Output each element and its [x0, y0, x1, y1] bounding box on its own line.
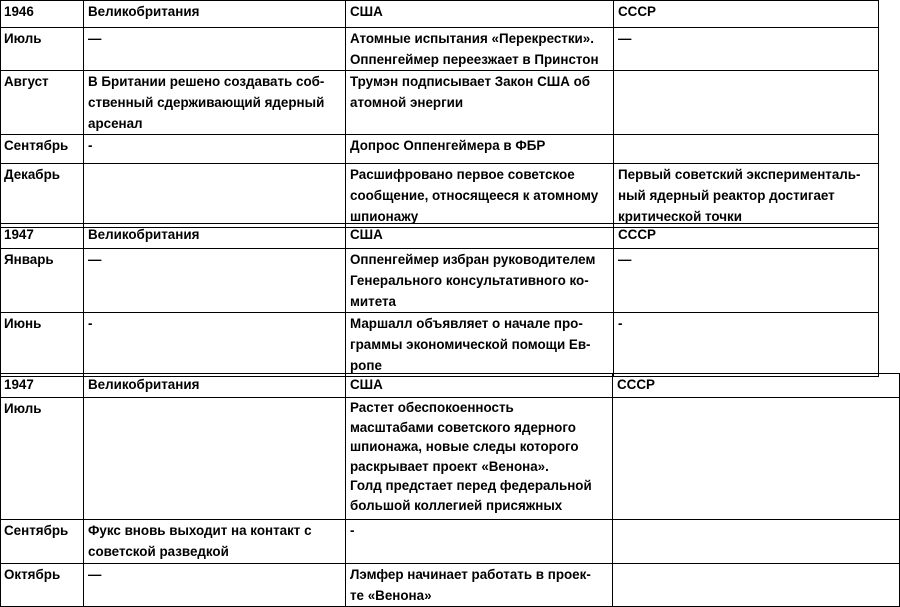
text-line: Оппенгеймер переезжает в Принстон [350, 52, 599, 67]
uk-cell [84, 28, 346, 71]
uk-cell [84, 135, 346, 164]
text-line: Лэмфер начинает работать в проек- [350, 567, 591, 582]
table-row [1, 520, 900, 564]
ussr-cell [614, 71, 879, 135]
ussr-cell [614, 164, 879, 228]
usa-cell [346, 71, 614, 135]
text-line: Атомные испытания «Перекрестки». [350, 31, 594, 46]
uk-cell [84, 71, 346, 135]
table-row [1, 398, 900, 520]
text-line: Голд предстает перед федеральной [350, 478, 592, 493]
column-header-usa: США [346, 1, 614, 28]
text-line: — [88, 567, 102, 582]
usa-cell [346, 520, 613, 564]
ussr-cell [613, 520, 900, 564]
text-line: советской разведкой [88, 544, 229, 559]
month-cell: Декабрь [1, 164, 84, 228]
month-cell: Июль [1, 398, 84, 520]
table-row [1, 28, 879, 71]
column-header-ussr: СССР [613, 374, 900, 398]
table-row [1, 249, 879, 313]
text-line: масштабами советского ядерного [350, 419, 576, 435]
table-row [1, 164, 879, 228]
text-line: Первый советский эксперименталь- [618, 167, 861, 182]
usa-cell [346, 164, 614, 228]
ussr-cell [614, 249, 879, 313]
column-header-uk: Великобритания [84, 224, 346, 249]
chronology-table-1947-part1 [0, 223, 879, 377]
month-cell: Сентябрь [1, 135, 84, 164]
uk-cell [84, 313, 346, 377]
ussr-cell [613, 398, 900, 520]
chronology-table-1946 [0, 0, 879, 228]
column-header-uk: Великобритания [84, 374, 346, 398]
text-line: - [88, 316, 93, 331]
text-line: Фукс вновь выходит на контакт с [88, 523, 312, 538]
text-line: — [618, 31, 632, 46]
text-line: - [88, 138, 93, 153]
year-header: 1947 [1, 374, 84, 398]
table-row [1, 135, 879, 164]
uk-cell [84, 520, 346, 564]
text-line: - [350, 523, 355, 538]
month-cell: Октябрь [1, 564, 84, 607]
text-line: — [88, 31, 102, 46]
month-cell: Июль [1, 28, 84, 71]
text-line: Трумэн подписывает Закон США об [350, 74, 591, 89]
text-line: граммы экономической помощи Ев- [350, 337, 591, 352]
uk-cell [84, 249, 346, 313]
ussr-cell [613, 564, 900, 607]
table-header-row [1, 224, 879, 249]
month-cell: Август [1, 71, 84, 135]
year-header: 1947 [1, 224, 84, 249]
uk-cell [84, 398, 346, 520]
column-header-usa: США [346, 224, 614, 249]
usa-cell [346, 28, 614, 71]
chronology-table-1947-part2 [0, 373, 900, 607]
table-header-row [1, 374, 900, 398]
text-line: шпионажа, новые следы которого [350, 439, 579, 454]
table-row [1, 564, 900, 607]
text-line: критической точки [618, 209, 742, 224]
text-line: те «Венона» [350, 588, 432, 603]
text-line: Генерального консультативного ко- [350, 273, 589, 288]
text-line: арсенал [88, 116, 143, 131]
usa-cell [346, 249, 614, 313]
table-header-row [1, 1, 879, 28]
text-line: сообщение, относящееся к атомному [350, 188, 599, 203]
ussr-cell [614, 313, 879, 377]
table-row [1, 313, 879, 377]
uk-cell [84, 164, 346, 228]
text-line: Оппенгеймер избран руководителем [350, 252, 596, 267]
text-line: В Британии решено создавать соб- [88, 74, 325, 89]
usa-cell [346, 398, 613, 520]
column-header-uk: Великобритания [84, 1, 346, 28]
text-line: шпионажу [350, 209, 419, 224]
column-header-usa: США [346, 374, 613, 398]
table-row [1, 71, 879, 135]
column-header-ussr: СССР [614, 224, 879, 249]
ussr-cell [614, 135, 879, 164]
month-cell: Сентябрь [1, 520, 84, 564]
column-header-ussr: СССР [614, 1, 879, 28]
month-cell: Январь [1, 249, 84, 313]
usa-cell [346, 135, 614, 164]
month-cell: Июнь [1, 313, 84, 377]
text-line: Допрос Оппенгеймера в ФБР [350, 138, 546, 153]
text-line: — [88, 252, 102, 267]
usa-cell [346, 313, 614, 377]
uk-cell [84, 564, 346, 607]
text-line: митета [350, 294, 396, 309]
text-line: ропе [350, 358, 382, 373]
text-line: Расшифровано первое советское [350, 167, 575, 182]
text-line: ственный сдерживающий ядерный [88, 95, 325, 110]
text-line: - [618, 316, 623, 331]
usa-cell [346, 564, 613, 607]
text-line: атомной энергии [350, 95, 464, 110]
ussr-cell [614, 28, 879, 71]
text-line: большой коллегией присяжных [350, 497, 563, 513]
text-line: ный ядерный реактор достигает [618, 188, 835, 203]
text-line: — [618, 252, 632, 267]
text-line: раскрывает проект «Венона». [350, 458, 549, 474]
text-line: Растет обеспокоенность [350, 400, 514, 415]
year-header: 1946 [1, 1, 84, 28]
text-line: Маршалл объявляет о начале про- [350, 316, 583, 331]
